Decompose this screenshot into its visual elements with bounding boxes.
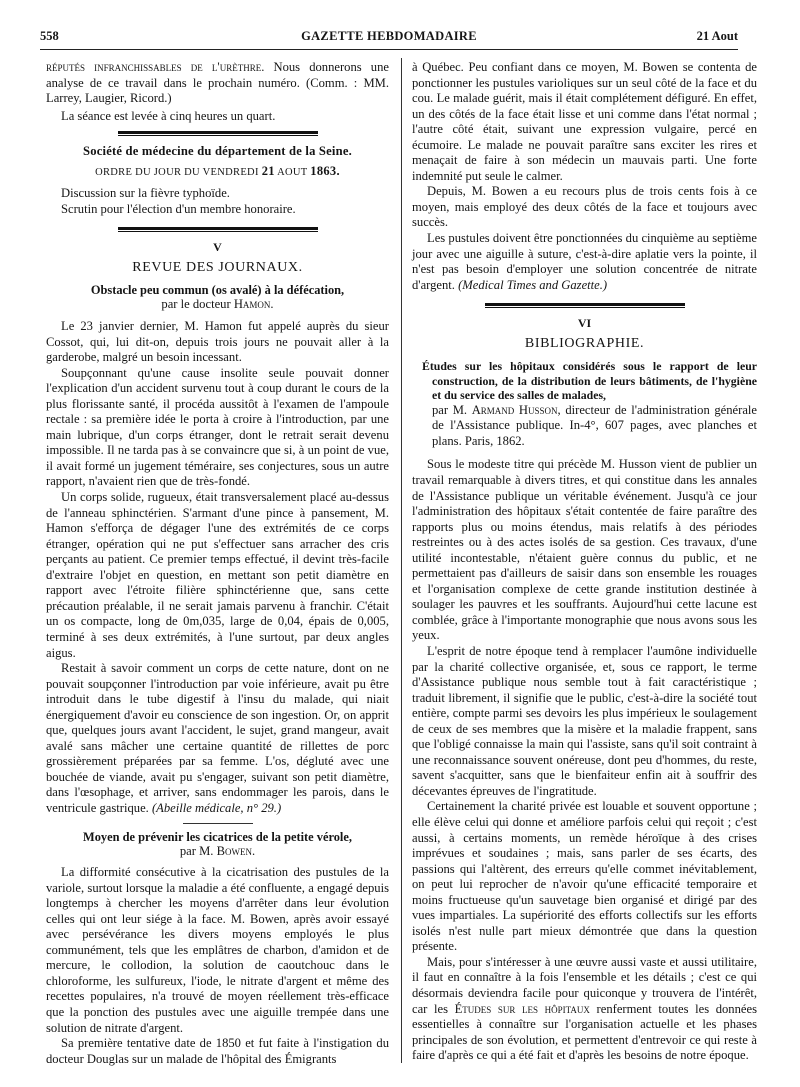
article-rule: [183, 823, 253, 824]
article-paragraph-text: Les pustules doivent être ponctionnées du cinquième au septième jour avec une aiguille à suture, c'est-à-dire aplatie vers la pointe, il n'est pas besoin d'employer une solution concentrée de nitrate d'argent.: [412, 231, 757, 292]
agenda-item: Scrutin pour l'élection d'un membre honoraire.: [61, 201, 296, 216]
article-byline: [46, 297, 389, 313]
section-title: REVUE DES JOURNAUX.: [132, 259, 303, 275]
section-rule: [118, 131, 318, 136]
article-paragraph: Soupçonnant qu'une cause insolite seule pouvait donner l'explication d'un accident survenu tout à coup durant le cours de la plus florissante santé, il procéda aussitôt à l'examen de l'ampoule rectale : sa première idée le porta à croire à l'introduction, par une main lubrique, d'un corps étranger, dont le retrait serait devenu impossible. Il ne tarda pas à se convaincre que si, à un point de vue, il avait formé un jugement téméraire, ses conjectures, sous un autre rapport, n'avaient rien que de très-fondé.: [46, 365, 389, 489]
column-divider: [401, 58, 402, 1063]
article-paragraph: à Québec. Peu confiant dans ce moyen, M. Bowen se contenta de ponctionner les pustules varioliques sur un seul côté de la face et du cou. Le malade guérit, mais il était complétement défiguré. En effet, un des côtés de la face était lisse et uni comme dans l'état normal ; l'autre côté était, suivant une expression vulgaire, percé en écumoire. Le malade ne pouvait paraître sans exciter les rires et menaçait de faire à son médecin un mauvais parti. Une forte indemnité put seule le calmer.: [412, 60, 757, 183]
section-rule: [118, 227, 318, 232]
article-paragraph-text: renferment toutes les données essentielles à connaître sur l'organisation actuelle et les phases principales de son évolution, et permettent d'entrevoir ce qui reste à faire d'après ce qui a été fait et d'après les besoins de notre époque.: [412, 1001, 757, 1063]
book-title-smallcaps: Études sur les hôpitaux: [454, 1001, 590, 1016]
section-rule: [485, 303, 685, 308]
page-number: 558: [40, 29, 59, 43]
article-title: Obstacle peu commun (os avalé) à la défécation,: [90, 283, 345, 298]
bib-author: Armand Husson,: [471, 402, 561, 417]
right-column: [412, 60, 757, 1064]
article-paragraph: [412, 231, 757, 293]
society-title: Société de médecine du département de la Seine.: [83, 144, 352, 159]
section-number: V: [213, 240, 222, 255]
byline-prefix: par le docteur: [161, 297, 231, 312]
header-rule: [40, 49, 738, 50]
source-citation: (Medical Times and Gazette.): [458, 277, 608, 292]
bibliography-title: Études sur les hôpitaux considérés sous le rapport de leur construction, de la distribution de leurs bâtiments, de l'hygiène et du service des salles de malades,: [422, 359, 757, 403]
opening-paragraph: [46, 60, 389, 107]
byline-author: Hamon.: [233, 297, 274, 312]
byline-prefix: par M.: [179, 843, 214, 858]
source-citation: (Abeille médicale, n° 29.): [151, 800, 282, 815]
article-title: Moyen de prévenir les cicatrices de la petite vérole,: [83, 829, 352, 844]
article-paragraph: L'esprit de notre époque tend à remplacer l'aumône individuelle par la charité collective organisée, et, sous ce rapport, le terme d'Assistance publique nous semble tout à fait caractéristique ; traduit librement, il signifie que le public, c'est-à-dire la société tout entière, compte parmi ses devoirs les plus impérieux le soulagement de ceux de ses membres que la misère et la maladie frappent, sans que l'obligé connaisse la main qui l'assiste, sans qu'il soit contraint à une reconnaissance souvent onéreuse, dont peu d'hommes, du reste, savent s'acquitter, sans que le bienfaiteur enfin ait à souffrir des décevantes épreuves de l'ingratitude.: [412, 644, 757, 798]
left-column: [46, 60, 389, 1067]
article-paragraph: [46, 661, 389, 816]
opening-smallcaps: réputés infranchissables de l'urèthre.: [46, 60, 265, 74]
order-month: AOUT: [277, 166, 308, 178]
issue-date: 21 Aout: [696, 29, 738, 43]
bibliography-details: [422, 403, 757, 450]
article-byline: [46, 844, 389, 860]
bib-by: par M.: [432, 402, 468, 417]
section-number: VI: [577, 316, 592, 331]
seance-closing: La séance est levée à cinq heures un quart.: [61, 108, 276, 123]
article-paragraph-text: Mais, pour s'intéresser à une œuvre aussi vaste et aussi utilitaire, il faut en connaître à la fois l'ensemble et les détails ; c'est ce qui désormais deviendra facile pour quiconque y trouvera de l'intérêt, car les: [412, 954, 757, 1016]
journal-title: GAZETTE HEBDOMADAIRE: [301, 29, 477, 43]
section-title: BIBLIOGRAPHIE.: [524, 335, 645, 351]
order-day: 21: [261, 163, 275, 178]
article-paragraph: Sa première tentative date de 1850 et fut faite à l'instigation du docteur Douglas sur un malade de l'hôpital des Émigrants: [46, 1036, 389, 1066]
article-paragraph: Sous le modeste titre qui précède M. Husson vient de publier un travail remarquable à divers titres, et qui constitue dans les annales de l'Assistance publique un véritable événement. Jusqu'à ce jour l'administration des hôpitaux s'était contentée de faire paraître des rapports plus ou moins étendus, mais relatifs à des périodes restreintes ou à des actes isolés de sa gestion. Ces travaux, d'une utilité incontestable, n'étaient guère connus du public, et ne permettaient pas d'ailleurs de saisir dans son ensemble les rouages et l'organisation complexe de cette grande institution destinée à soulager les pauvres et les souffrants. Aujourd'hui cette lacune est comblée, grâce à l'importante monographie que nous avons sous les yeux.: [412, 457, 757, 643]
order-prefix: ORDRE DU JOUR DU VENDREDI: [95, 166, 259, 178]
article-paragraph: Le 23 janvier dernier, M. Hamon fut appelé auprès du sieur Cossot, qui, lui dit-on, depuis trois jours ne pouvait aller à la garderobe, malgré un besoin incessant.: [46, 319, 389, 365]
article-paragraph: La difformité consécutive à la cicatrisation des pustules de la variole, surtout lorsque la maladie a été confluente, a engagé depuis longtemps à chercher les moyens d'arrêter dans leur évolution celles qui ont leur siége à la face. M. Bowen, après avoir essayé avec persévérance les divers moyens employés le plus communément, tels que les emplâtres de charbon, d'amidon et de mercure, le collodion, la solution de caoutchouc dans le chloroforme, les sulfureux, l'iode, le nitrate d'argent et même des recettes populaires, n'a trouvé de moyen réellement très-efficace que la ponction des pustules avec une aiguille trempée dans une solution de nitrate d'argent.: [46, 865, 389, 1035]
bib-rest: directeur de l'administration générale de l'Assistance publique. In-4°, 607 pages, avec planches et plans. Paris, 1862.: [432, 402, 758, 448]
article-paragraph: [412, 955, 757, 1064]
article-paragraph: Un corps solide, rugueux, était transversalement placé au-dessus de l'anneau sphinctérien. S'armant d'une pince à pansement, M. Hamon s'efforça de dégager l'une des extrémités de ce corps étranger, opération qui ne put s'effectuer sans arracher des cris perçants au patient. Ce premier temps effectué, il devint très-facile d'extraire l'objet en question, en mettant son petit diamètre en rapport avec l'étroite filière sphinctérienne que, sans cette précaution préalable, il ne serait jamais parvenu à franchir. C'était un os compacte, long de 0m,035, large de 0,04, épais de 0,005, terminé à ses deux extrémités, à l'une surtout, par deux angles aigus.: [46, 490, 389, 660]
page-header: [40, 29, 738, 47]
opening-text: Nous donnerons une analyse de ce travail dans le prochain numéro. (Comm. : MM. Larrey, Laugier, Ricord.): [46, 60, 389, 106]
order-of-day: [46, 164, 389, 181]
article-paragraph-text: Restait à savoir comment un corps de cette nature, dont on ne pouvait soupçonner l'introduction par voie inférieure, avait pu être introduit dans le tube digestif à l'insu du malade, qui niait énergiquement d'avoir eu conscience de son ingestion. Or, on apprit que, quelques jours avant l'accident, le sujet, grand mangeur, avait avalé sans mâcher une certaine quantité de rillettes de porc grossièrement préparées par sa femme. L'os, dégluté avec une bouchée de viande, avait pu s'engager, suivant son petit diamètre, dans l'œsophage, et arriver, sans endommager les parois, dans le ventricule gastrique.: [46, 661, 389, 815]
order-year: 1863.: [310, 163, 340, 178]
byline-author: Bowen.: [216, 843, 256, 858]
article-paragraph: Depuis, M. Bowen a eu recours plus de trois cents fois à ce moyen, mais employé des deux côtés de la face et toujours avec succès.: [412, 184, 757, 230]
agenda-item: Discussion sur la fièvre typhoïde.: [61, 186, 230, 201]
article-paragraph: Certainement la charité privée est louable et souvent opportune ; elle élève celui qui donne et améliore parfois celui qui reçoit ; c'est aussi, à certains moments, un remède héroïque à des crises imprévues et soudaines ; mais, sans parler de ses écarts, des passions qui l'altèrent, des erreurs qu'elle commet inévitablement, on peut lui reprocher de n'avoir qu'une efficacité temporaire et moins fructueuse qu'un sauvetage bien organisé et dirigé par des vues impartiales. La supériorité des efforts collectifs sur les efforts isolés n'est nulle part mieux démontrée que dans la question présente.: [412, 799, 757, 954]
